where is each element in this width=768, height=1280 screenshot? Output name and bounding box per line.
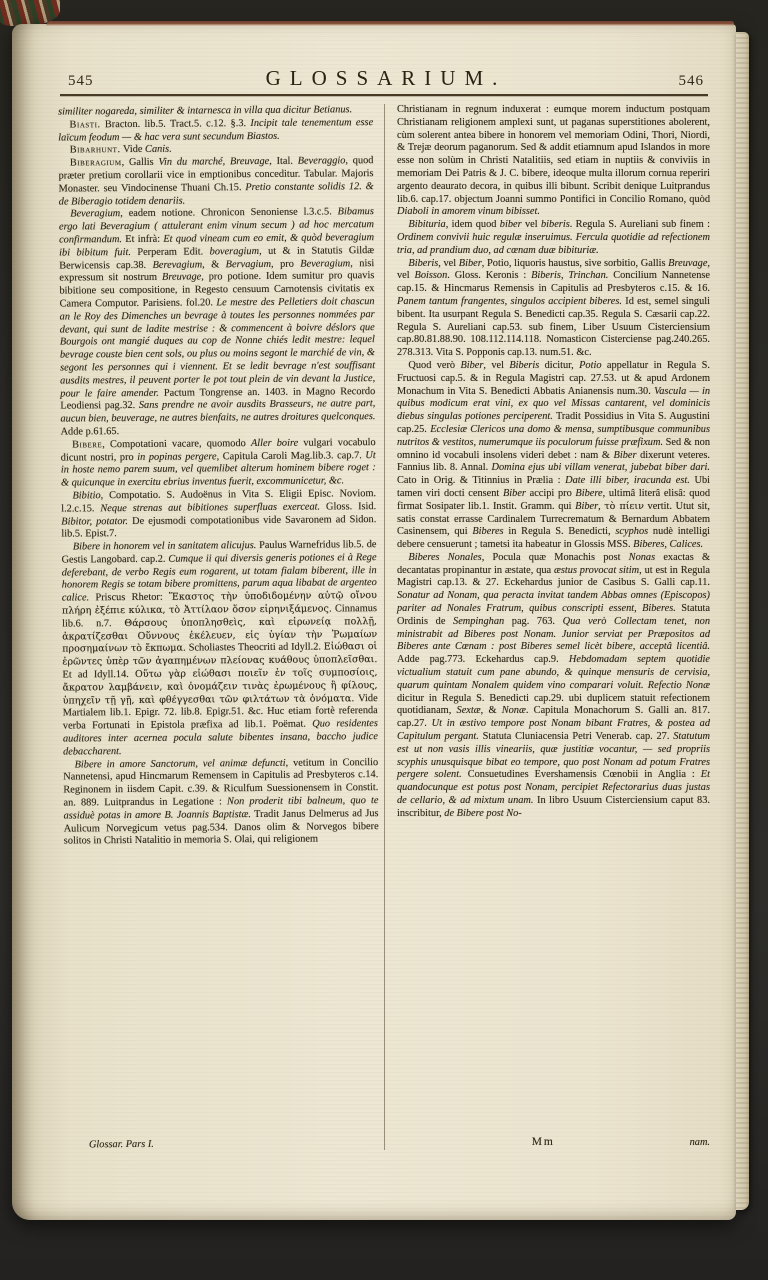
- paragraph: Biberis, vel Biber, Potio, liquoris haustus, sive sorbitio, Gallis Breuvage, vel Boisson. Gloss. Keronis : Biberis, Trinchan. Concilium Nannetense cap.15. & Hincmarus Remensis in Capitulis ad Presbyteros c.15. & 16. Panem tantum frangentes, singulos accipient biberes. Id est, semel singuli bibent. Ita usurpant Regula S. Benedicti cap.35. Regula S. Cæsarii cap.22. Regula S. Aureliani cap.53. sub finem, Liber Usuum Cisterciensium cap.80.81.88.90. 108.112.114.118. Nomasticon Cisterciense pag.240.265. 278.313. Vita S. Popponis cap.13. num.51. &c.: [397, 257, 710, 359]
- paragraph: Christianam in regnum induxerat : eumque morem inductum postquam Christianam religionem amplexi sunt, ut paganas superstitiones abolerent, cùm solerent antea bibere in honorem vel memoriam Odini, Thori, Niordi, & Trejæ deorum paganorum. Sed & addit etiamnum apud Islandos in more esse non solùm in Christi Natalitiis, sed etiam in nuptiis & conviviis in memoriam Dei Patris & J. C. bibere, ideoque multa illorum cornua reperiri argento deaurato decora, in quibus illi bibunt. Scribit denique Luitprandus lib.6. cap.17. objectum Joanni summo Pontifici in Concilio Romano, quòd Diaboli in amorem vinum bibisset.: [397, 104, 710, 218]
- page-title: GLOSSARIUM.: [265, 66, 507, 90]
- gathering-mark: Mm: [531, 1136, 555, 1149]
- paragraph: similiter nogareda, similiter & intarnesca in villa qua dicitur Betianus.: [58, 104, 353, 118]
- paragraph: Biasti. Bracton. lib.5. Tract.5. c.12. §.3. Incipit tale tenementum esse laïcum feodum — & hac vera sunt secundum Biastos.: [58, 116, 374, 144]
- paragraph: Beveragium, eadem notione. Chronicon Senoniense l.3.c.5. Bibamus ergo lati Beveragium ( attulerant enim vinum secum ) ad hoc mercatum confirmandum. Et infrà: Et quod vineam cum eo emit, & quòd beveragium ibi bibitum fuit. Perperam Edit. boveragium, ut & in Statutis Gildæ Berwicensis cap.38. Berevagium, & Bervagium, pro Beveragium, nisi expressum sit nostrum Breuvage, pro potione. Idem sumitur pro quavis bibitione seu compositione, in Regesto censuum Carnotensis civitatis ex Camera Computor. Parisiens. fol.20. Le mestre des Pelletiers doit chascun an le Roy des Dimenches un bevrage à toutes les personnes nommées par devant, qui sunt de ladite mestrise : & commencent à boivre déslors que Bourgois ont mangié duques au cop de Nonne chiés ledit mestre: lequel bevrage couste bien cent sols, ou plus ou moins segont le marchié de vin, & segont les personnes qui i viennent. Et se ledit bevrage n'est souffisant ausdits mestres, il peuvent porter le pot tout plein de vin devant la Justice, pour le faire amender. Pactum Tongrense an. 1403. in Magno Recordo Leodiensi pag.32. Sans prendre ne avoir ausdits Brasseurs, ne autre part, aucun bien, beuverage, ne autres bienfaits, ne autres droitures quelconques. Adde p.61.65.: [58, 206, 376, 438]
- paragraph: Bibituria, idem quod biber vel biberis. Regula S. Aureliani sub finem : Ordinem convivii huic regulæ inseruimus. Fercula quotidie ad refectionem tria, ad prandium duo, ad cœnam duæ bibituriæ.: [397, 219, 710, 256]
- header-rule: [60, 94, 708, 96]
- text-columns: [58, 104, 710, 1150]
- left-column: [58, 104, 392, 1153]
- paragraph: Biberagium, Gallis Vin du marché, Breuvage, Ital. Beveraggio, quod præter pretium corollarii vice in emptionibus conceditur. Tabular. Majoris Monaster. seu Vindocinense Thuani Ch.15. Pretio constante solidis 12. & de Biberagio totidem denariis.: [58, 155, 374, 208]
- page-surface: [12, 24, 736, 1220]
- signature-line: Glossar. Pars I.: [88, 1139, 154, 1151]
- paragraph: Biberes Nonales, Pocula quæ Monachis post Nonas exactas & decantatas propinantur in æstate, qua æstus provocat sitim, ut est in Regula Magistri cap.13. & 27. Eckehardus junior de Casibus S. Galli cap.11. Sonatur ad Nonam, qua peracta invitat tandem Abbas omnes (Episcopos) pariter ad Nonales Fratrum, quibus conscripti essent, Biberes. Statuta Ordinis de Sempinghan pag. 763. Qua verò Collectam tenet, non ministrabit ad Biberes post Nonam. Junior serviat per Præpositos ad Biberes ante Cœnam : post Biberes semel licèt bibere, acceptâ licentiâ. Adde pag.773. Eckehardus cap.9. Hebdomadam septem quotidie victualium statuit cum pane abundo, & quinque mensuris de cervisia, quarum quintam Nonalem quidem vino comparari voluit. Refectio Nonæ dicitur in Regula S. Benedicti cap.29. ubi duplicem statuit refectionem quotidianam, Sextæ, & Nonæ. Capitula Monachorum S. Galli an. 817. cap.27. Ut in æstivo tempore post Nonam bibant Fratres, & postea ad Capitulum pergant. Statuta Cluniacensia Petri Venerab. cap. 27. Statutum est ut non vasis illis vineariis, quæ justitiæ vocantur, — sed propriis scyphis unusquisque bibat eo tempore, quo post Nonam ad potum Fratres pergere solent. Consuetudines Evershamensis Cœnobii in Anglia : Et quandocunque est potus post Nonam, percipiet Refectorarius duas justas de cellario, & ad mixtum unam. In libro Usuum Cisterciensium caput 83. inscribitur, de Bibere post No-: [397, 551, 711, 819]
- folio-number-right: 546: [678, 73, 704, 89]
- catchword-line: [397, 1134, 710, 1150]
- paragraph: Bibitio, Compotatio. S. Audoënus in Vita S. Eligii Episc. Noviom. l.2.c.15. Neque strenas aut bibitiones superfluas exerceat. Gloss. Isid. Bibitor, potator. De ejusmodi compotationibus vide Savaronem ad Sidon. lib.5. Epist.7.: [61, 487, 377, 540]
- book-page: [12, 24, 736, 1220]
- catchword: nam.: [689, 1137, 710, 1149]
- paragraph: Bibere, Compotationi vacare, quomodo Aller boire vulgari vocabulo dicunt nostri, pro in popinas pergere, Capitula Caroli Mag.lib.3. cap.7. Ut in hoste nemo parem suum, vel quemlibet alterum hominem bibere roget : & quicunque in exercitu ebrius inventus fuerit, excommunicetur, &c.: [60, 436, 376, 489]
- running-head: [68, 66, 704, 91]
- paragraph: Bibarhunt. Vide Canis.: [69, 144, 172, 156]
- right-column: [384, 104, 710, 1150]
- fore-edge-pages: [736, 32, 749, 1210]
- paragraph: Bibere in honorem vel in sanitatem alicujus. Paulus Warnefridus lib.5. de Gestis Langobard. cap.2. Cumque ii qui diversis generis potiones ei à Rege deferebant, de verbo Regis eum rogarent, ut totam fialam biberent, ille in honorem Regis se totam bibere promittens, parum aqua libabat de argenteo calice. Priscus Rhetor: Ἕκαστος τὴν ὑποδιδομένην αὐτῷ οἴνου πλήρη ἐξέπιε κύλικα, τὸ Ἀττίλαον ὅσον εἰρηνιξάμενος. Cinnamus lib.6. n.7. Θάρσους ὑποπλησθεὶς, καὶ εἰρωνείᾳ πολλῇ, ἀκρατίζεσθαι Οὕννους ἐκέλευεν, εἰς ὑγίαν τὴν Ῥωμαίων προσημαίνων τὸ ἔκπωμα. Scholiastes Theocriti ad Idyll.2. Εἰώθασι οἱ ἐρῶντες ὑπὲρ τῶν ἀγαπημένων πλείονας κυάθους ὑποπλεῖσθαι. Et ad Idyll.14. Οὕτω γὰρ εἰώθασι ποιεῖν ἐν τοῖς συμποσίοις, ἄκρατον λαμβάνειν, καὶ ὀνομάζειν τινὰς ἐρωμένους ἢ φίλους, ὑπηχεῖν τῇ γῇ, καὶ φθέγγεσθαι τῶν φιλτάτων τὰ ὀνόματα. Vide Martialem lib.1. Epigr. 72. lib.8. Epigr.51. &c. Huc etiam fortè referenda verba Fortunati in Epistola præfixa ad lib.1. Poëmat. Quo residentes auditores inter acernea pocula salute bibentes insana, baccho judice debaccharent.: [61, 539, 379, 758]
- folio-number-left: 545: [68, 73, 94, 89]
- paragraph: Quod verò Biber, vel Biberis dicitur, Potio appellatur in Regula S. Fructuosi cap.5. & in Regula Magistri cap. 27.53. ut & apud Ardonem Monachum in Vita S. Benedicti Abbatis Anianensis num.30. Vascula — in quibus modicum erat vini, ex quo vel Missas cantarent, vel dominicis diebus singulas potiones perciperent. Tradit Possidius in Vita S. Augustini cap.25. Ecclesiæ Clericos una domo & mensa, sumptibusque communibus nutritos & vestitos, numerumque iis poculorum fuisse præfixum. Sed & non omnino id vocabuli insolens videri debet : nam & Biber dixerunt veteres. Fannius lib. 8. Annal. Domina ejus ubi villam venerat, jubebat biber dari. Cato in Orig. & Titinnius in Prælia : Date illi biber, iracunda est. Ubi tamen viri docti censent Biber accipi pro Bibere, ultimâ literâ elisâ: quod firmat Sosipater lib.1. Instit. Gramm. qui Biber, τὸ πίειν vertit. Utut sit, satis constat errasse Cardinalem Turrecrematum & Bernardum Abbatem Casinensem, qui Biberes in Regula S. Benedicti, scyphos nudè intelligi debere censuerunt ; tametsi ita habeatur in Glossis MSS. Biberes, Calices.: [397, 359, 711, 551]
- paragraph: Bibere in amore Sanctorum, vel animæ defuncti, vetitum in Concilio Nannetensi, apud Hincmarum Remensem in Capitulis ad Presbyteros c.14. Reginonem in iisdem Capit. c.39. & Riculfum Suessionensem in Constit. an. 889. Luitprandus in Legatione : Non proderit tibi balneum, quo te assiduè potas in amore B. Joannis Baptistæ. Tradit Janus Delmerus ad Jus Aulicum Norvegicum vetus pag.534. Danos olim & Norvegos bibere solitos in Christi Natalitio in memoria S. Olai, qui religionem: [63, 756, 379, 847]
